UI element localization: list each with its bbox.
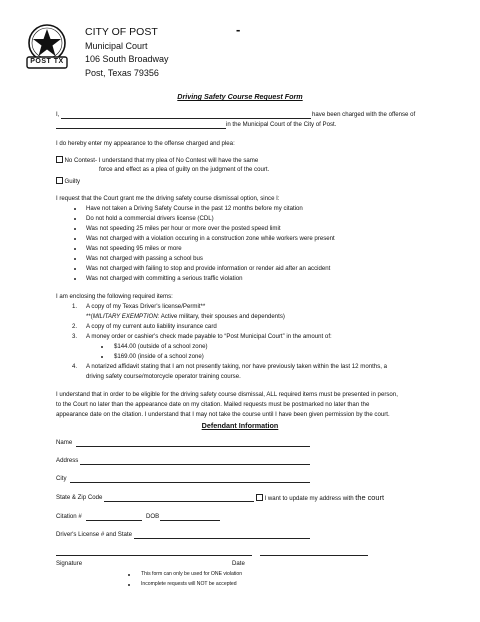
city-logo bbox=[24, 22, 70, 72]
condition-item: Do not hold a commercial drivers license (CDL) bbox=[86, 215, 214, 222]
court-city: Post, Texas 79356 bbox=[85, 68, 159, 78]
name-label: Name bbox=[56, 439, 73, 446]
sub-bullet bbox=[101, 346, 103, 348]
update-address-checkbox[interactable] bbox=[256, 494, 263, 501]
signature-field[interactable] bbox=[56, 555, 252, 556]
dob-field[interactable] bbox=[160, 520, 220, 521]
bullet bbox=[74, 258, 76, 260]
item-affidavit-cont: driving safety course/motorcycle operator training course. bbox=[86, 373, 241, 380]
footer-note: This form can only be used for ONE violation bbox=[141, 571, 243, 577]
license-label: Driver's License # and State bbox=[56, 531, 133, 538]
no-contest-label: No Contest- I understand that my plea of No Contest will have the same bbox=[64, 157, 259, 164]
sub-bullet bbox=[101, 356, 103, 358]
plea-no-contest[interactable] bbox=[56, 156, 258, 164]
state-zip-field[interactable] bbox=[104, 501, 254, 502]
bullet bbox=[74, 248, 76, 250]
intro-court-text: in the Municipal Court of the City of Post. bbox=[226, 121, 337, 128]
dob-label: DOB bbox=[146, 513, 160, 520]
condition-item: Was not speeding 25 miles per hour or more over the posted speed limit bbox=[86, 225, 281, 232]
citation-field[interactable] bbox=[86, 520, 142, 521]
court-street: 106 South Broadway bbox=[85, 54, 169, 64]
form-title: Driving Safety Course Request Form bbox=[177, 92, 303, 101]
item-number: 1. bbox=[72, 303, 78, 310]
footer-note: Incomplete requests will NOT be accepted bbox=[141, 581, 237, 587]
item-license: A copy of my Texas Driver's license/Permit** bbox=[86, 303, 206, 310]
date-label: Date bbox=[232, 560, 245, 567]
signature-label: Signature bbox=[56, 560, 83, 567]
state-zip-label: State & Zip Code bbox=[56, 494, 103, 501]
name-field[interactable] bbox=[76, 446, 310, 447]
item-number: 2. bbox=[72, 323, 78, 330]
condition-item: Was not charged with committing a serious traffic violation bbox=[86, 275, 243, 282]
condition-item: Was not speeding 95 miles or more bbox=[86, 245, 182, 252]
intro-charged-text: have been charged with the offense of bbox=[312, 111, 416, 118]
city-field[interactable] bbox=[70, 482, 310, 483]
bullet bbox=[74, 208, 76, 210]
bullet bbox=[74, 238, 76, 240]
plea-no-contest-cont: force and effect as a plea of guilty on the judgment of the court. bbox=[99, 166, 270, 173]
item-number: 4. bbox=[72, 363, 78, 370]
understand-line: appearance date on the citation. I understand that I may not take the course until I have been given permission by the court. bbox=[56, 411, 390, 418]
note-rest: Active military, their spouses and dependents) bbox=[159, 313, 285, 320]
condition-item: Have not taken a Driving Safety Course in the past 12 months before my citation bbox=[86, 205, 303, 212]
city-label: City bbox=[56, 475, 67, 482]
note-prefix: **( bbox=[86, 313, 93, 320]
intro-appearance: I do hereby enter my appearance to the offense charged and plea: bbox=[56, 140, 235, 147]
fee-outside-school-zone: $144.00 (outside of a school zone) bbox=[114, 343, 208, 350]
enclosing-intro: I am enclosing the following required items: bbox=[56, 293, 173, 300]
item-affidavit: A notarized affidavit stating that I am not presently taking, nor have previously taken within the last 12 months, a bbox=[86, 363, 388, 370]
item-number: 3. bbox=[72, 333, 78, 340]
no-contest-checkbox[interactable] bbox=[56, 156, 63, 163]
offense-line[interactable] bbox=[56, 128, 226, 129]
note-military: MILITARY EXEMPTION: bbox=[92, 313, 160, 320]
court-name: Municipal Court bbox=[85, 41, 148, 51]
update-address-option[interactable] bbox=[256, 493, 384, 502]
item-insurance: A copy of my current auto liability insurance card bbox=[86, 323, 217, 330]
license-field[interactable] bbox=[134, 538, 310, 539]
bullet bbox=[74, 218, 76, 220]
header-dash: - bbox=[236, 22, 241, 37]
condition-item: Was not charged with failing to stop and provide information or render aid after an accident bbox=[86, 265, 331, 272]
date-field[interactable] bbox=[260, 555, 368, 556]
update-address-court: the court bbox=[355, 493, 385, 502]
logo-text: POST TX bbox=[30, 58, 64, 65]
bullet bbox=[74, 278, 76, 280]
bullet bbox=[74, 268, 76, 270]
item-payment: A money order or cashier's check made payable to “Post Municipal Court” in the amount of: bbox=[86, 333, 332, 340]
address-label: Address bbox=[56, 457, 79, 464]
condition-item: Was not charged with a violation occuring in a construction zone while workers were present bbox=[86, 235, 335, 242]
understand-line: to the Court no later than the appearance date on my citation. Mailed requests must be postmarked no later than the bbox=[56, 401, 370, 408]
bullet bbox=[74, 228, 76, 230]
update-address-label: I want to update my address with bbox=[264, 495, 356, 502]
condition-item: Was not charged with passing a school bus bbox=[86, 255, 203, 262]
understand-line: I understand that in order to be eligible for the driving safety course dismissal, ALL required items must be presented in person, bbox=[56, 391, 398, 398]
city-name: CITY OF POST bbox=[85, 26, 158, 38]
intro-i-label: I, bbox=[56, 111, 60, 118]
address-field[interactable] bbox=[80, 464, 310, 465]
bullet bbox=[128, 584, 130, 586]
fee-inside-school-zone: $169.00 (inside of a school zone) bbox=[114, 353, 204, 360]
bullet bbox=[128, 574, 130, 576]
citation-label: Citation # bbox=[56, 513, 82, 520]
defendant-info-heading: Defendant Information bbox=[201, 421, 279, 430]
guilty-checkbox[interactable] bbox=[56, 177, 63, 184]
defendant-name-line[interactable] bbox=[61, 118, 311, 119]
item-license-note bbox=[86, 313, 285, 320]
guilty-label: Guilty bbox=[64, 178, 81, 185]
plea-guilty[interactable] bbox=[56, 177, 80, 185]
request-intro: I request that the Court grant me the driving safety course dismissal option, since I: bbox=[56, 195, 280, 202]
